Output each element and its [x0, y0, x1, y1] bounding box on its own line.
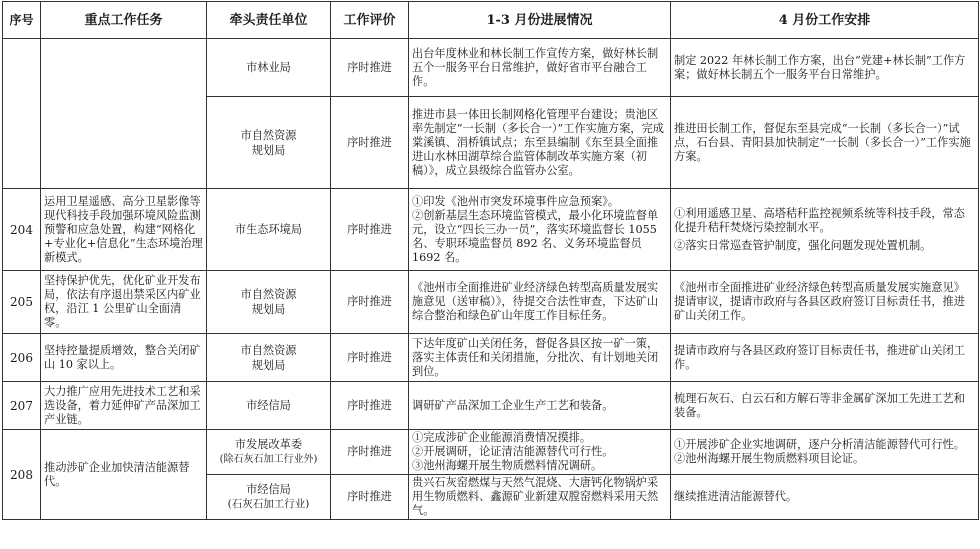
cell-task [41, 39, 207, 189]
header-seq: 序号 [3, 2, 41, 39]
progress-item: ②开展调研，论证清洁能源替代可行性。 [412, 445, 614, 458]
header-task: 重点工作任务 [41, 2, 207, 39]
cell-progress: 调研矿产品深加工企业生产工艺和装备。 [409, 382, 671, 430]
cell-eval: 序时推进 [331, 97, 409, 189]
cell-progress [409, 189, 671, 271]
cell-eval: 序时推进 [331, 189, 409, 271]
unit-line: 市经信局 [246, 483, 291, 496]
table-header-row [3, 2, 979, 39]
cell-eval: 序时推进 [331, 334, 409, 382]
cell-unit [207, 430, 331, 475]
table-row [3, 430, 979, 475]
cell-unit: 市经信局 [207, 382, 331, 430]
cell-eval: 序时推进 [331, 475, 409, 520]
cell-task: 坚持保护优先，优化矿业开发布局，依法有序退出禁采区内矿业权，沿江 1 公里矿山全面清零。 [41, 271, 207, 334]
unit-line: 市发展改革委 [234, 438, 303, 451]
table-row [3, 382, 979, 430]
cell-plan: 制定 2022 年林长制工作方案，出台“党建+林长制”工作方案；做好林长制五个一服务平台日常维护。 [671, 39, 979, 97]
unit-line: 市自然资源 [240, 343, 297, 357]
cell-num: 208 [3, 430, 41, 520]
header-progress: 1-3 月份进展情况 [409, 2, 671, 39]
cell-plan [671, 430, 979, 475]
table-row [3, 334, 979, 382]
cell-task: 运用卫星遥感、高分卫星影像等现代科技手段加强环境风险监测预警和应急处置，构建“网格化+专业化+信息化”生态环境治理新模式。 [41, 189, 207, 271]
cell-eval: 序时推进 [331, 382, 409, 430]
table-row [3, 271, 979, 334]
cell-plan [671, 189, 979, 271]
unit-line: (除石灰石加工行业外) [219, 454, 318, 465]
progress-item: ①完成涉矿企业能源消费情况摸排。 [412, 431, 592, 444]
cell-plan: 《池州市全面推进矿业经济绿色转型高质量发展实施意见》提请审议，提请市政府与各县区政府签订目标责任书，推进矿山关闭工作。 [671, 271, 979, 334]
unit-line: 市自然资源 [240, 288, 297, 301]
cell-eval: 序时推进 [331, 271, 409, 334]
cell-task: 坚持控量提质增效，整合关闭矿山 10 家以上。 [41, 334, 207, 382]
cell-unit [207, 334, 331, 382]
plan-item: ①开展涉矿企业实地调研，逐户分析清洁能源替代可行性。 [674, 438, 965, 451]
unit-line: 规划局 [251, 303, 286, 316]
cell-task: 推动涉矿企业加快清洁能源替代。 [41, 430, 207, 520]
progress-item: ③池州海螺开展生物质燃料情况调研。 [412, 459, 603, 472]
unit-line: 规划局 [251, 358, 286, 372]
cell-unit: 市生态环境局 [207, 189, 331, 271]
cell-num: 205 [3, 271, 41, 334]
cell-unit [207, 475, 331, 520]
plan-item: ②落实日常巡查管护制度，强化问题发现处置机制。 [674, 238, 932, 252]
cell-progress: 贵兴石灰窑燃煤与天然气混烧、大唐钙化物锅炉采用生物质燃料、鑫源矿业新建双膛窑燃料采用天然气。 [409, 475, 671, 520]
cell-eval: 序时推进 [331, 39, 409, 97]
unit-line: 市自然资源 [240, 128, 297, 142]
cell-eval: 序时推进 [331, 430, 409, 475]
plan-item: ②池州海螺开展生物质燃料项目论证。 [674, 452, 865, 465]
cell-plan: 推进田长制工作，督促东至县完成“一长制（多长合一）”试点，石台县、青阳县加快制定“一长制（多长合一）”工作实施方案。 [671, 97, 979, 189]
header-unit: 牵头责任单位 [207, 2, 331, 39]
cell-num [3, 39, 41, 189]
cell-plan: 梳理石灰石、白云石和方解石等非金属矿深加工先进工艺和装备。 [671, 382, 979, 430]
header-plan: 4 月份工作安排 [671, 2, 979, 39]
header-eval: 工作评价 [331, 2, 409, 39]
table-row [3, 39, 979, 97]
plan-item: ①利用遥感卫星、高塔秸秆监控视频系统等科技手段，常态化提升秸秆焚烧污染控制水平。 [674, 206, 965, 234]
cell-progress: 《池州市全面推进矿业经济绿色转型高质量发展实施意见（送审稿）》，待提交合法性审查，下达矿山综合整治和绿色矿山年度工作目标任务。 [409, 271, 671, 334]
progress-item: ①印发《池州市突发环境事件应急预案》。 [412, 194, 619, 208]
cell-progress: 推进市县一体田长制网格化管理平台建设；贵池区率先制定“一长制（多长合一）”工作实施方案，完成棠溪镇、涓桥镇试点；东至县编制《东至县全面推进山水林田湖草综合监管体制改革实施方案（初稿）》，成立县级综合监管办公室。 [409, 97, 671, 189]
cell-plan: 继续推进清洁能源替代。 [671, 475, 979, 520]
unit-line: (石灰石加工行业) [227, 498, 310, 510]
table-row [3, 189, 979, 271]
cell-progress [409, 430, 671, 475]
cell-progress: 出台年度林业和林长制工作宣传方案，做好林长制五个一服务平台日常维护，做好省市平台融合工作。 [409, 39, 671, 97]
progress-item: ②创新基层生态环境监管模式，最小化环境监督单元，设立“四长三办一员”，落实环境监督长 1055 名、专职环境监督员 892 名、义务环境监督员 1692 名。 [412, 208, 659, 264]
cell-unit: 市林业局 [207, 39, 331, 97]
cell-num: 207 [3, 382, 41, 430]
cell-task: 大力推广应用先进技术工艺和采选设备，着力延伸矿产品深加工产业链。 [41, 382, 207, 430]
cell-unit [207, 271, 331, 334]
unit-line: 规划局 [251, 143, 286, 157]
cell-progress: 下达年度矿山关闭任务，督促各县区按一矿一策，落实主体责任和关闭措施，分批次、有计划地关闭到位。 [409, 334, 671, 382]
cell-num: 204 [3, 189, 41, 271]
cell-num: 206 [3, 334, 41, 382]
work-progress-table [2, 1, 979, 520]
cell-plan: 提请市政府与各县区政府签订目标责任书，推进矿山关闭工作。 [671, 334, 979, 382]
cell-unit [207, 97, 331, 189]
